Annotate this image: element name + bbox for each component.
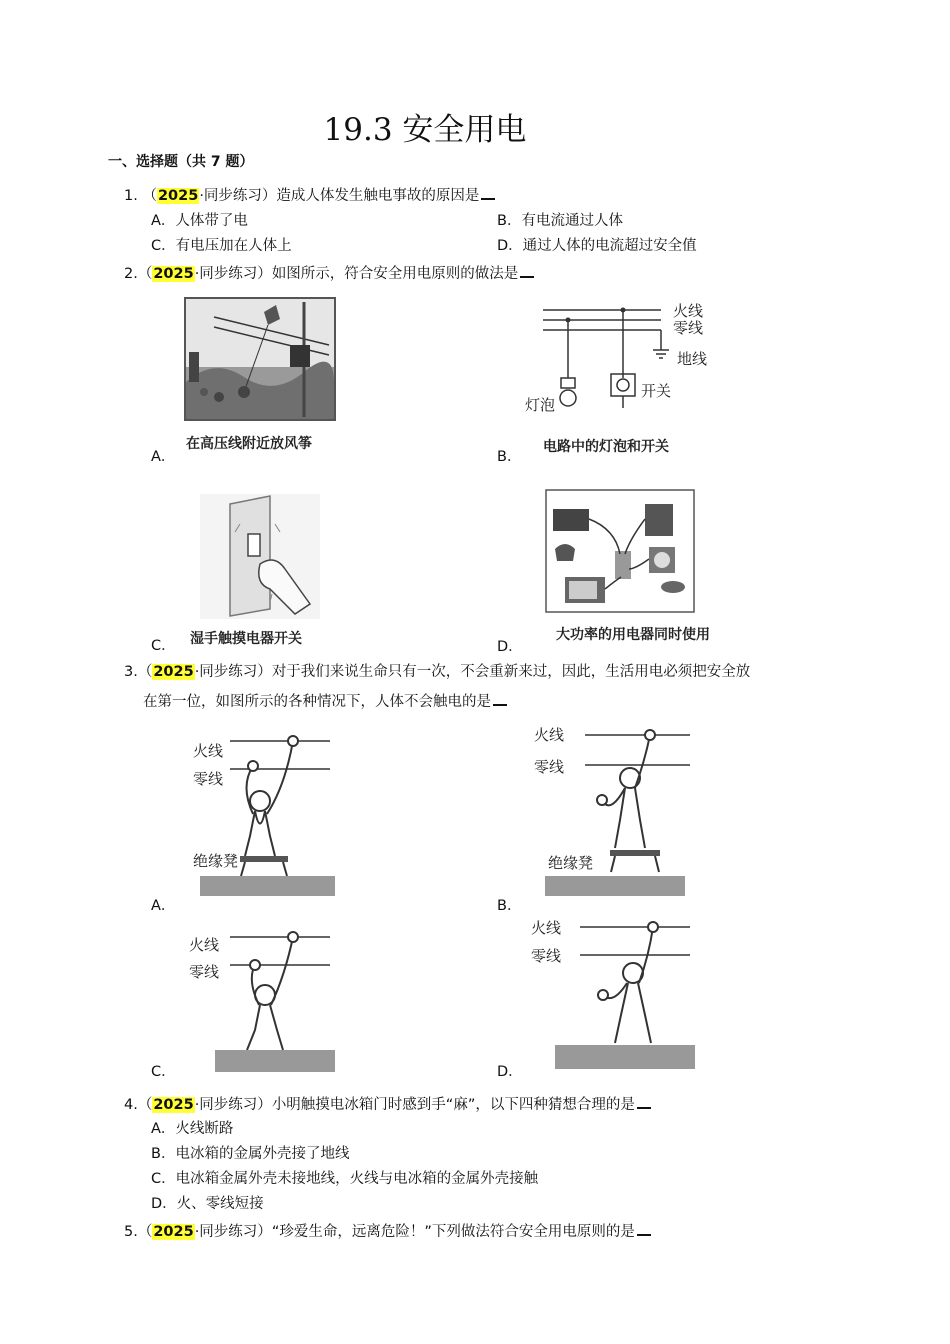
section-heading: 一、选择题（共 7 题） [108, 154, 254, 170]
option-d: D．火、零线短接 [151, 1196, 264, 1212]
question-number: 4. [124, 1097, 138, 1113]
option-c: C． [151, 1064, 176, 1080]
switch-label: 开关 [641, 382, 672, 400]
live-wire-label: 火线 [189, 936, 220, 954]
answer-blank [637, 1093, 651, 1109]
circuit-diagram [521, 300, 721, 420]
question-4 [124, 1093, 651, 1115]
question-text: 对于我们来说生命只有一次，不会重新来过，因此，生活用电必须把安全放 [271, 664, 751, 680]
question-3 [124, 662, 750, 682]
figure-caption: 在高压线附近放风筝 [186, 436, 312, 452]
live-wire-label: 火线 [193, 742, 224, 760]
option-b: B．有电流通过人体 [497, 213, 623, 229]
question-text: 小明触摸电冰箱门时感到手“麻”，以下四种猜想合理的是 [271, 1097, 635, 1113]
question-number: 2. [124, 266, 138, 282]
source-tag: （2025·同步练习） [137, 1097, 272, 1113]
person-on-ground-live-wire [525, 915, 695, 1075]
neutral-wire-label: 零线 [531, 947, 562, 965]
neutral-wire-label: 零线 [189, 963, 220, 981]
neutral-wire-label: 零线 [534, 758, 565, 776]
figure-caption: 湿手触摸电器开关 [190, 631, 302, 647]
question-text: 在第一位，如图所示的各种情况下，人体不会触电的是 [143, 694, 491, 710]
question-number: 1. [124, 188, 138, 204]
option-d: D． [497, 639, 523, 655]
person-on-ground-both-wires [185, 925, 335, 1075]
question-1 [124, 184, 495, 206]
option-c: C．有电压加在人体上 [151, 238, 292, 254]
source-tag: （2025·同步练习） [137, 664, 272, 680]
question-text: 如图所示，符合安全用电原则的做法是 [271, 266, 519, 282]
option-c: C．电冰箱金属外壳未接地线，火线与电冰箱的金属外壳接触 [151, 1171, 539, 1187]
question-number: 5. [124, 1224, 138, 1240]
answer-blank [481, 184, 495, 200]
source-tag: （2025·同步练习） [142, 188, 277, 204]
person-on-stool-live-wire [530, 720, 690, 898]
answer-blank [520, 262, 534, 278]
option-a: A． [151, 449, 176, 465]
insulating-stool-label: 绝缘凳 [548, 854, 594, 872]
source-tag: （2025·同步练习） [137, 1224, 272, 1240]
appliances-overload-illustration [545, 489, 695, 613]
question-text: “珍爱生命，远离危险！”下列做法符合安全用电原则的是 [271, 1224, 635, 1240]
neutral-wire-label: 零线 [673, 319, 704, 337]
question-5 [124, 1220, 651, 1242]
live-wire-label: 火线 [531, 919, 562, 937]
option-b: B． [497, 449, 522, 465]
figure-caption: 电路中的灯泡和开关 [543, 439, 669, 455]
option-d: D．通过人体的电流超过安全值 [497, 238, 697, 254]
option-a: A．火线断路 [151, 1121, 234, 1137]
figure-caption: 大功率的用电器同时使用 [556, 627, 710, 643]
bulb-label: 灯泡 [525, 396, 556, 414]
question-3-line-2 [143, 690, 507, 712]
ground-wire-label: 地线 [677, 350, 708, 368]
answer-blank [637, 1220, 651, 1236]
person-on-stool-both-wires [185, 726, 335, 898]
answer-blank [493, 690, 507, 706]
kite-illustration [184, 297, 336, 421]
question-2 [124, 262, 534, 284]
live-wire-label: 火线 [534, 726, 565, 744]
option-c: C． [151, 638, 176, 654]
wet-hand-switch-illustration [200, 494, 320, 619]
option-b: B．电冰箱的金属外壳接了地线 [151, 1146, 350, 1162]
page-title: 19.3 安全用电 [323, 112, 527, 148]
insulating-stool-label: 绝缘凳 [193, 852, 239, 870]
option-a: A． [151, 898, 176, 914]
question-number: 3. [124, 664, 138, 680]
source-tag: （2025·同步练习） [137, 266, 272, 282]
option-d: D． [497, 1064, 523, 1080]
neutral-wire-label: 零线 [193, 770, 224, 788]
option-a: A．人体带了电 [151, 213, 248, 229]
option-b: B． [497, 898, 522, 914]
live-wire-label: 火线 [673, 302, 704, 320]
question-text: 造成人体发生触电事故的原因是 [276, 188, 480, 204]
